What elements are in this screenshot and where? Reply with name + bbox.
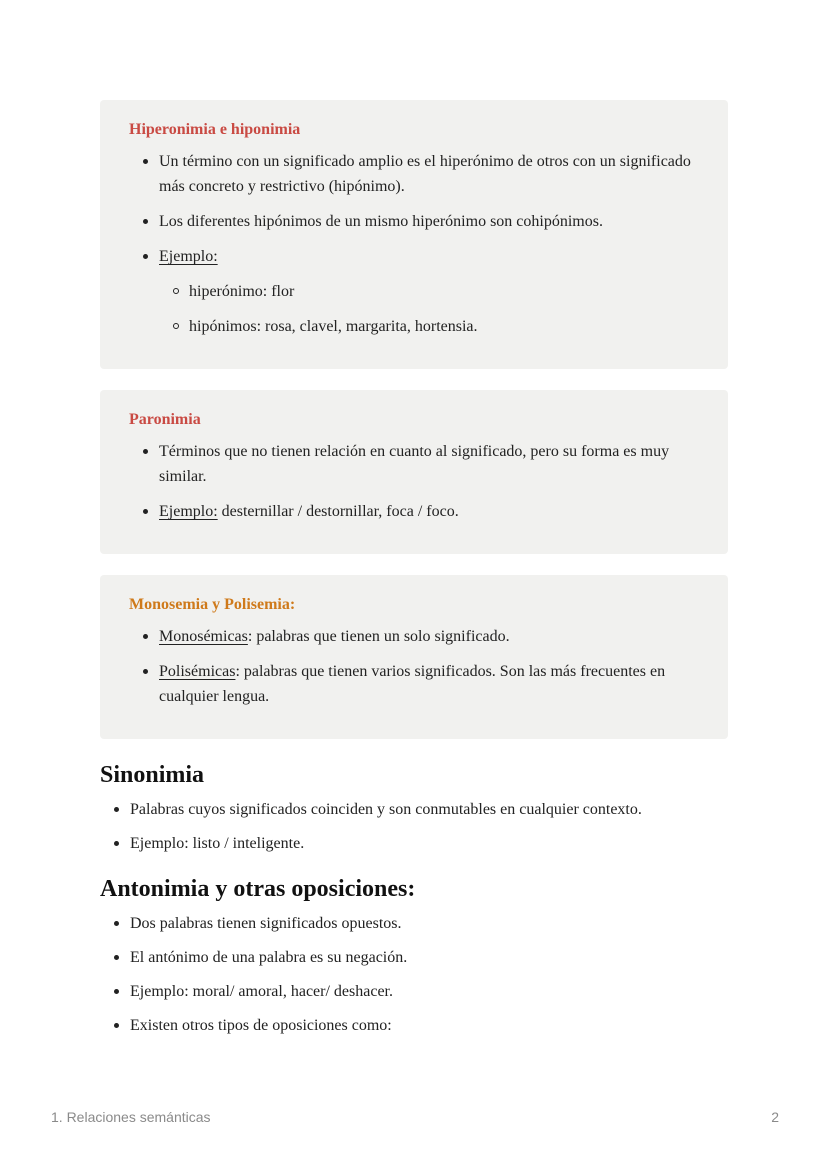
list-item xyxy=(159,499,698,524)
list-item: Ejemplo: moral/ amoral, hacer/ deshacer. xyxy=(130,979,728,1004)
list-item: Ejemplo: listo / inteligente. xyxy=(130,831,728,856)
callout-title: Monosemia y Polisemia: xyxy=(129,596,296,613)
bullet-list xyxy=(129,624,698,709)
sub-list-item: hipónimos: rosa, clavel, margarita, hortensia. xyxy=(189,314,698,339)
section-sinonimia xyxy=(100,760,728,856)
section-heading: Antonimia y otras oposiciones: xyxy=(100,876,416,902)
list-item: El antónimo de una palabra es su negación. xyxy=(130,945,728,970)
list-item: Un término con un significado amplio es el hiperónimo de otros con un significado más concreto y restrictivo (hipónimo). xyxy=(159,149,698,199)
list-item: Existen otros tipos de oposiciones como: xyxy=(130,1013,728,1038)
callout-title: Hiperonimia e hiponimia xyxy=(129,121,301,138)
list-item: Palabras cuyos significados coinciden y son conmutables en cualquier contexto. xyxy=(130,797,728,822)
term-definition: : palabras que tienen un solo significado. xyxy=(247,628,510,645)
term-label: Monosémicas xyxy=(159,628,248,645)
callout-title: Paronimia xyxy=(129,411,201,428)
list-item xyxy=(159,624,698,649)
list-item: Dos palabras tienen significados opuestos. xyxy=(130,911,728,936)
list-item xyxy=(159,244,698,339)
list-item: Términos que no tienen relación en cuanto al significado, pero su forma es muy similar. xyxy=(159,439,698,489)
sub-list-item: hiperónimo: flor xyxy=(189,279,698,304)
callout-hiperonimia xyxy=(100,100,728,369)
example-label: Ejemplo: xyxy=(159,248,218,265)
section-heading: Sinonimia xyxy=(100,762,205,788)
list-item xyxy=(159,659,698,709)
bullet-list xyxy=(100,797,728,856)
sub-list xyxy=(159,279,698,339)
term-definition: : palabras que tienen varios significados. Son las más frecuentes en cualquier lengua. xyxy=(159,663,666,705)
footer-page-number: 2 xyxy=(771,1109,779,1125)
callout-monosemia-polisemia xyxy=(100,575,728,739)
example-text: desternillar / destornillar, foca / foco. xyxy=(217,503,459,520)
page-content xyxy=(100,100,728,1047)
list-item: Los diferentes hipónimos de un mismo hiperónimo son cohipónimos. xyxy=(159,209,698,234)
example-label: Ejemplo: xyxy=(159,503,218,520)
bullet-list xyxy=(129,439,698,524)
callout-paronimia xyxy=(100,390,728,554)
term-label: Polisémicas xyxy=(159,663,236,680)
section-antonimia xyxy=(100,874,728,1038)
footer-chapter: 1. Relaciones semánticas xyxy=(51,1109,211,1125)
bullet-list xyxy=(100,911,728,1038)
bullet-list xyxy=(129,149,698,339)
